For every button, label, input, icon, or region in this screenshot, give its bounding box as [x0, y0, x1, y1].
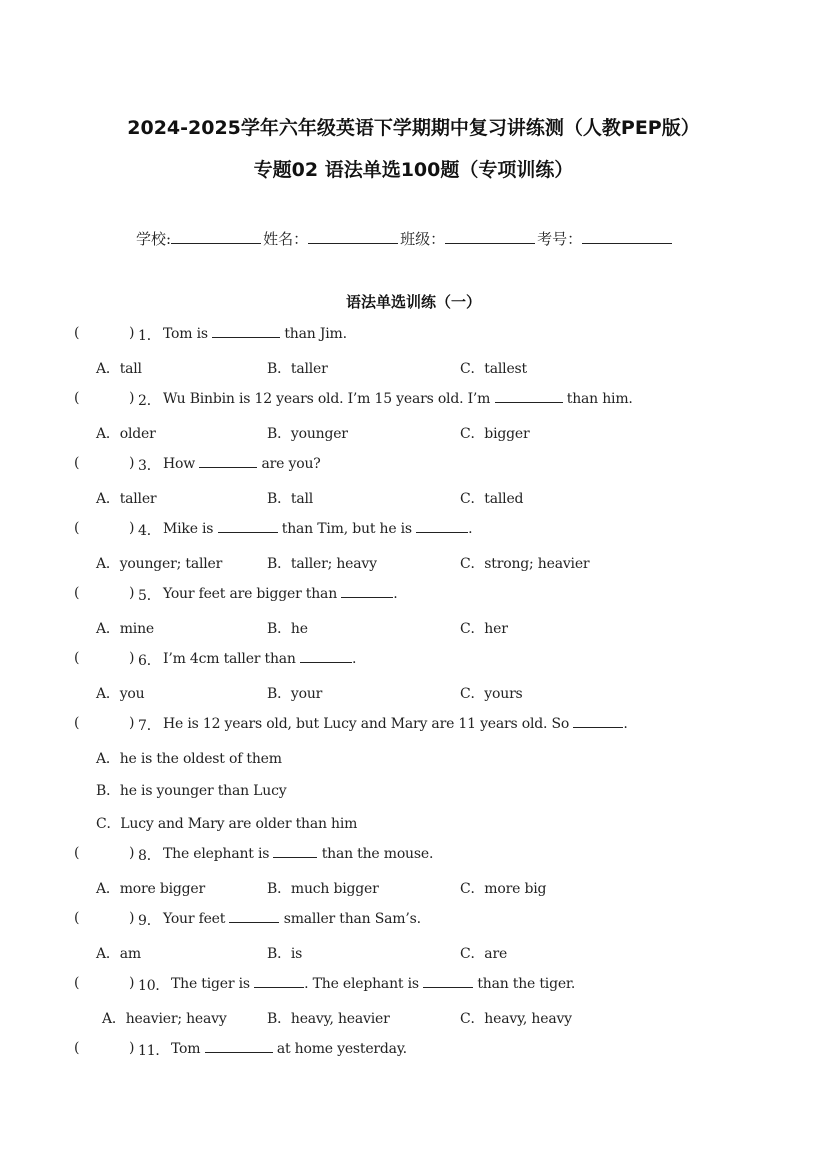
question-number: 3． — [138, 458, 161, 474]
question-stem: Tom at home yesterday. — [171, 1041, 407, 1057]
option-a[interactable]: A．older — [96, 426, 156, 442]
option-c[interactable]: C．her — [460, 621, 508, 637]
question-stem: How are you? — [163, 456, 321, 472]
fill-blank[interactable] — [341, 585, 393, 598]
option-c[interactable]: C．talled — [460, 491, 524, 507]
option-c[interactable]: C．more big — [460, 881, 547, 897]
name-label: 姓名： — [263, 230, 309, 248]
question-number: 7． — [138, 718, 161, 734]
option-a[interactable]: A．tall — [96, 361, 142, 377]
student-info-row — [136, 228, 674, 249]
option-c[interactable]: C．tallest — [460, 361, 527, 377]
fill-blank[interactable] — [199, 455, 257, 468]
option-a[interactable]: A．taller — [96, 491, 157, 507]
option-a[interactable]: A．younger; taller — [96, 556, 223, 572]
fill-blank[interactable] — [212, 325, 280, 338]
fill-blank[interactable] — [205, 1040, 273, 1053]
question-number: 9． — [138, 913, 161, 929]
option-b[interactable]: B．younger — [267, 426, 348, 442]
question-number: 10． — [138, 978, 170, 994]
fill-blank[interactable] — [423, 975, 473, 988]
question-stem: Mike is than Tim, but he is . — [163, 521, 473, 537]
fill-blank[interactable] — [573, 715, 623, 728]
answer-paren-right: ) — [129, 1040, 135, 1056]
option-c[interactable]: C．heavy, heavy — [460, 1011, 572, 1027]
answer-paren-right: ) — [129, 585, 135, 601]
option-b[interactable]: B．is — [267, 946, 303, 962]
option-b[interactable]: B．much bigger — [267, 881, 379, 897]
answer-paren-left: ( — [74, 910, 80, 926]
document-title: 2024-2025学年六年级英语下学期期中复习讲练测（人教PEP版） — [127, 117, 700, 139]
answer-paren-left: ( — [74, 520, 80, 536]
option-b[interactable]: B．taller — [267, 361, 328, 377]
answer-paren-left: ( — [74, 845, 80, 861]
answer-paren-left: ( — [74, 325, 80, 341]
section-title: 语法单选训练（一） — [345, 293, 481, 311]
option-c[interactable]: C．are — [460, 946, 508, 962]
school-field[interactable] — [171, 229, 261, 244]
question-number: 2． — [138, 393, 161, 409]
question-number: 1． — [138, 328, 161, 344]
exam-no-field[interactable] — [582, 229, 672, 244]
option-b[interactable]: B．tall — [267, 491, 314, 507]
fill-blank[interactable] — [273, 845, 317, 858]
document-subtitle: 专题02 语法单选100题（专项训练） — [253, 159, 574, 181]
option-a[interactable]: A．am — [96, 946, 141, 962]
fill-blank[interactable] — [300, 650, 352, 663]
answer-paren-left: ( — [74, 650, 80, 666]
answer-paren-left: ( — [74, 455, 80, 471]
school-label: 学校: — [136, 230, 172, 248]
option-c[interactable]: C．bigger — [460, 426, 530, 442]
option-b[interactable]: B．he is younger than Lucy — [96, 783, 287, 799]
option-a[interactable]: A．more bigger — [96, 881, 205, 897]
option-c[interactable]: C．strong; heavier — [460, 556, 590, 572]
answer-paren-right: ) — [129, 910, 135, 926]
answer-paren-left: ( — [74, 715, 80, 731]
option-c[interactable]: C．yours — [460, 686, 523, 702]
question-stem: The tiger is . The elephant is than the tiger. — [171, 976, 576, 992]
question-number: 6． — [138, 653, 161, 669]
class-field[interactable] — [445, 229, 535, 244]
question-stem: He is 12 years old, but Lucy and Mary are 11 years old. So . — [163, 716, 628, 732]
answer-paren-right: ) — [129, 455, 135, 471]
fill-blank[interactable] — [416, 520, 468, 533]
answer-paren-right: ) — [129, 325, 135, 341]
fill-blank[interactable] — [254, 975, 304, 988]
option-a[interactable]: A．he is the oldest of them — [96, 751, 282, 767]
question-number: 8． — [138, 848, 161, 864]
question-number: 5． — [138, 588, 161, 604]
option-a[interactable]: A．mine — [96, 621, 154, 637]
option-c[interactable]: C．Lucy and Mary are older than him — [96, 816, 358, 832]
answer-paren-right: ) — [129, 845, 135, 861]
question-stem: Your feet are bigger than . — [163, 586, 398, 602]
option-b[interactable]: B．heavy, heavier — [267, 1011, 390, 1027]
answer-paren-right: ) — [129, 975, 135, 991]
option-b[interactable]: B．your — [267, 686, 323, 702]
answer-paren-right: ) — [129, 650, 135, 666]
question-stem: I’m 4cm taller than . — [163, 651, 357, 667]
fill-blank[interactable] — [229, 910, 279, 923]
answer-paren-right: ) — [129, 390, 135, 406]
question-stem: Tom is than Jim. — [163, 326, 347, 342]
question-stem: Your feet smaller than Sam’s. — [163, 911, 421, 927]
option-b[interactable]: B．taller; heavy — [267, 556, 377, 572]
answer-paren-left: ( — [74, 975, 80, 991]
name-field[interactable] — [308, 229, 398, 244]
exam-no-label: 考号： — [537, 230, 583, 248]
fill-blank[interactable] — [495, 390, 563, 403]
answer-paren-left: ( — [74, 585, 80, 601]
fill-blank[interactable] — [218, 520, 278, 533]
question-stem: The elephant is than the mouse. — [163, 846, 434, 862]
answer-paren-right: ) — [129, 715, 135, 731]
answer-paren-left: ( — [74, 1040, 80, 1056]
option-b[interactable]: B．he — [267, 621, 308, 637]
answer-paren-right: ) — [129, 520, 135, 536]
answer-paren-left: ( — [74, 390, 80, 406]
option-a[interactable]: A．heavier; heavy — [102, 1011, 227, 1027]
option-a[interactable]: A．you — [96, 686, 145, 702]
question-number: 4． — [138, 523, 161, 539]
class-label: 班级： — [400, 230, 446, 248]
question-stem: Wu Binbin is 12 years old. I’m 15 years old. I’m than him. — [163, 391, 633, 407]
question-number: 11． — [138, 1043, 170, 1059]
